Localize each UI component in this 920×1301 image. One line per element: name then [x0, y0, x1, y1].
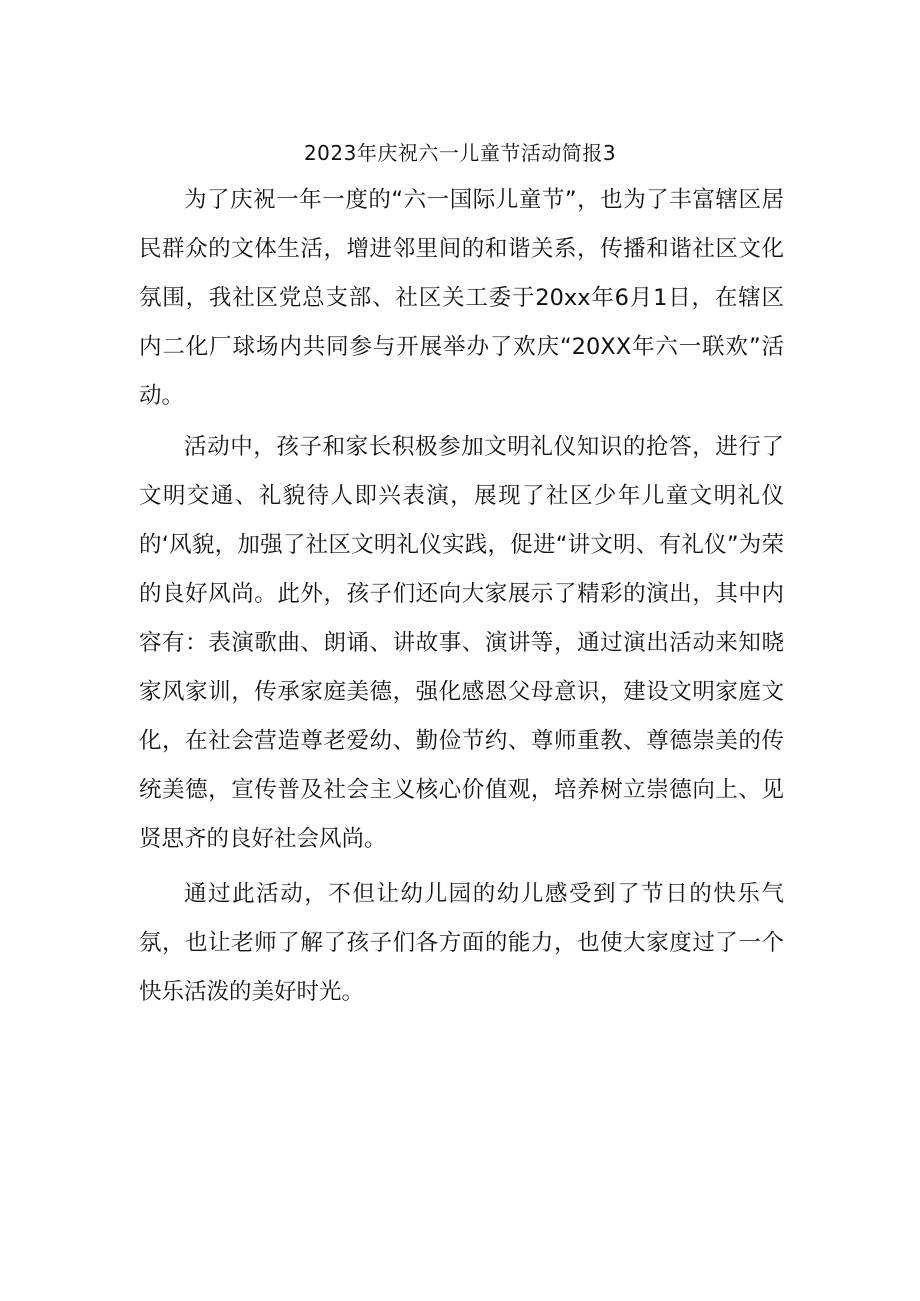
paragraph-1: 为了庆祝一年一度的“六一国际儿童节”，也为了丰富辖区居民群众的文体生活，增进邻里间的和谐关系，传播和谐社区文化氛围，我社区党总支部、社区关工委于20xx年6月1日，在辖区内二化厂球场内共同参与开展举办了欢庆“20XX年六一联欢”活动。: [139, 187, 784, 409]
paragraph-2: 活动中，孩子和家长积极参加文明礼仪知识的抢答，进行了文明交通、礼貌待人即兴表演，展现了社区少年儿童文明礼仪的‘风貌，加强了社区文明礼仪实践，促进“讲文明、有礼仪”为荣的良好风尚。此外，孩子们还向大家展示了精彩的演出，其中内容有：表演歌曲、朗诵、讲故事、演讲等，通过演出活动来知晓家风家训，传承家庭美德，强化感恩父母意识，建设文明家庭文化，在社会营造尊老爱幼、勤俭节约、尊师重教、尊德崇美的传统美德，宣传普及社会主义核心价值观，培养树立崇德向上、见贤思齐的良好社会风尚。: [139, 434, 784, 852]
paragraph-3: 通过此活动，不但让幼儿园的幼儿感受到了节日的快乐气氛，也让老师了解了孩子们各方面的能力，也使大家度过了一个快乐活泼的美好时光。: [139, 881, 784, 1005]
document-title: 2023年庆祝六一儿童节活动简报3: [303, 141, 617, 165]
